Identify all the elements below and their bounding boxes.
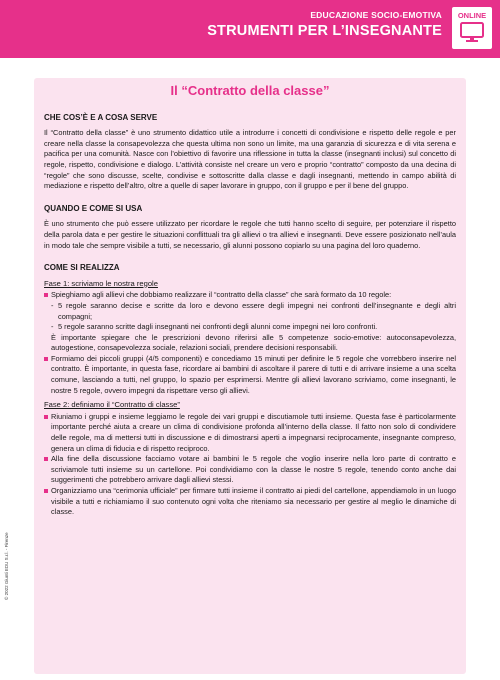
list-item: [51, 301, 456, 322]
list-item: [44, 290, 456, 354]
section-heading-when: QUANDO E COME SI USA: [44, 203, 143, 213]
phase-1-title: Fase 1: scriviamo le nostra regole: [44, 278, 158, 288]
phase-1-sublist: [51, 301, 456, 333]
header-title: STRUMENTI PER L’INSEGNANTE: [207, 23, 442, 39]
phase-2-item-2: Alla fine della discussione facciamo votare ai bambini le 5 regole che voglio inserire nella loro parte di contratto e scriviamole tutti insieme su un cartellone. Poi condividiamo con la classe le nostre 5 regole, tenendo conto anche dai suggerimenti che potrebbero arrivare dagli allievi stessi.: [51, 454, 456, 485]
list-item: [44, 486, 456, 518]
dash-icon: -: [51, 300, 54, 310]
online-badge[interactable]: [452, 7, 492, 49]
section-body-when: È uno strumento che può essere utilizzato per ricordare le regole che tutti hanno scelto di seguire, per potenziare il rispetto della parola data e per gestire le situazioni conflittuali tra gli allievi o tra allievi e insegnanti. Deve essere posizionato nell’aula in modo tale che sempre visibile a tutti, se necessario, gli alunni possono copiarlo su una pagina del loro quaderno.: [44, 219, 456, 250]
phase-1-item-1-intro: Spieghiamo agli allievi che dobbiamo realizzare il “contratto della classe” che sarà formato da 10 regole:: [51, 290, 392, 300]
phase-1-item-2: Formiamo dei piccoli gruppi (4/5 componenti) e concediamo 15 minuti per definire le 5 regole che vorrebbero inserire nel contratto. È importante, in questa fase, ricordare ai bambini di ascoltare il parere di tutti e di arrivare insieme a una scelta comune, lasciando a tutti, nel gruppo, lo spazio per esprimersi. Mentre gli allievi lavorano scriviamo, come insegnanti, le nostre 5 regole, ovvero impegni da rispettare verso gli allievi.: [51, 353, 456, 395]
bullet-square-icon: [44, 293, 48, 297]
bullet-square-icon: [44, 415, 48, 419]
section-heading-what: CHE COS’È E A COSA SERVE: [44, 112, 158, 122]
list-item: [44, 454, 456, 486]
phase-1-sub-item-2: 5 regole saranno scritte dagli insegnanti nei confronti degli alunni come impegni nei loro confronti.: [58, 322, 378, 332]
dash-icon: -: [51, 322, 54, 332]
header-subtitle: EDUCAZIONE SOCIO-EMOTIVA: [310, 10, 442, 20]
section-body-what: Il “Contratto della classe” è uno strumento didattico utile a introdurre i concetti di condivisione e rispetto delle regole e per creare nella classe la consapevolezza che questa ultima non sono un limite, ma una garanzia di sicurezza e di vita serena e pacifica per una comunità. Nasce con l’obiettivo di favorire una riflessione in tutta la classe (insegnanti inclusi) sul concetto di regole, rispetto, condivisione e dialogo. L’attività consiste nel creare un vero e proprio “contratto” composto da una decina di “regole” che sono discusse, scelte, condivise e sottoscritte dalla classe e dagli insegnanti, mettendo in campo abilità di mediazione e rispetto dell’altro, oltre a quelle di saper lavorare in gruppo, con il gruppo e per il bene del gruppo.: [44, 128, 456, 191]
list-item: [44, 354, 456, 396]
phase-2-title: Fase 2: definiamo il “Contratto di classe”: [44, 400, 180, 410]
phase-2-list: [44, 412, 456, 518]
section-heading-how: COME SI REALIZZA: [44, 263, 120, 273]
list-item: [51, 322, 456, 333]
phase-2-item-3: Organizziamo una “cerimonia ufficiale” per firmare tutti insieme il contratto ai piedi del cartellone, appendiamolo in un luogo visibile a tutti e richiamiamo il suo contenuto ogni volta che riteniamo sia necessario per gestire al meglio le dinamiche di classe.: [51, 486, 456, 517]
list-item: [44, 412, 456, 454]
phase-1-item-1-note: È importante spiegare che le prescrizioni devono riferirsi alle 5 competenze socio-emotive: autoconsapevolezza, autogestione, consapevolezza sociale, relazioni sociali, prendere decisioni responsabili.: [51, 332, 456, 353]
document-body: [44, 84, 456, 522]
copyright-note: © 2022 Giunti EDU S.r.l. - Firenze: [4, 532, 9, 600]
phase-1-sub-item-1: 5 regole saranno decise e scritte da loro e devono essere degli impegni nei confronti dell’insegnante e degli altri compagni;: [58, 300, 456, 321]
bullet-square-icon: [44, 489, 48, 493]
bullet-square-icon: [44, 457, 48, 461]
phase-1-list: [44, 290, 456, 396]
document-title: Il “Contratto della classe”: [170, 83, 330, 98]
monitor-icon: [460, 22, 484, 44]
bullet-square-icon: [44, 357, 48, 361]
page-header: [0, 0, 500, 58]
header-text: [207, 10, 442, 39]
online-label: ONLINE: [457, 11, 487, 20]
phase-2-item-1: Riuniamo i gruppi e insieme leggiamo le regole dei vari gruppi e discutiamole tutti insieme. Questa fase è particolarmente importante perché aiuta a creare un clima di condivisione profonda all’interno della classe. Il fatto non solo di condividere delle regole, ma di mettersi tutti in discussione e di dimostrarsi aperti a impegnarsi reciprocamente, insegnante compreso, genera un clima di fiducia e di rispetto reciproco.: [51, 411, 456, 453]
